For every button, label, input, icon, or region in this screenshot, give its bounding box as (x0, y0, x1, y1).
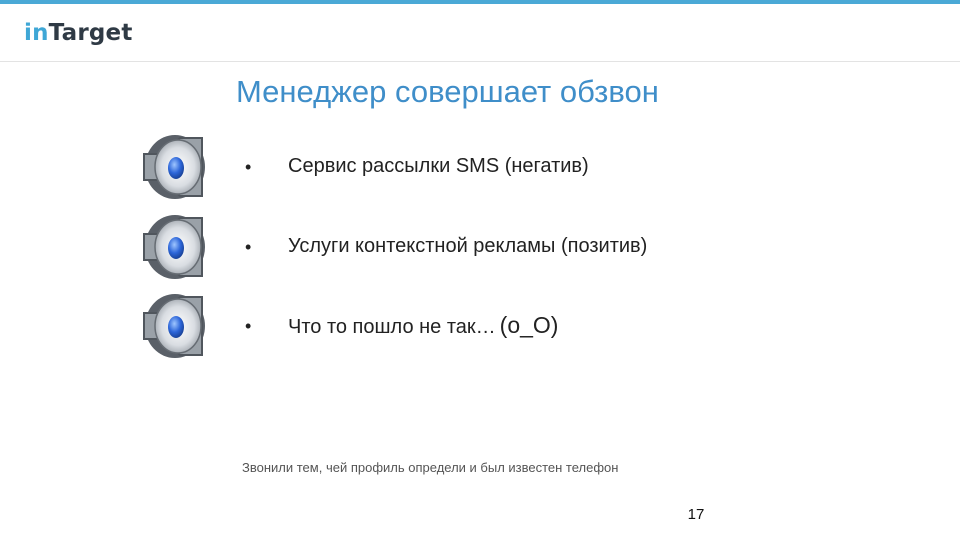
slide-title: Менеджер совершает обзвон (236, 74, 659, 109)
call-item-label (288, 232, 647, 260)
bullet-marker: • (245, 157, 252, 177)
emoticon-suffix: (o_O) (499, 312, 559, 338)
header-divider (0, 61, 960, 62)
call-item-context-ads (140, 210, 840, 284)
bullet-marker: • (245, 316, 252, 336)
intarget-logo (24, 17, 133, 49)
logo-part-in: in (24, 20, 49, 46)
call-item-text: Что то пошло не так… (288, 316, 496, 338)
speaker-audio-icon[interactable] (140, 130, 210, 204)
call-item-label (288, 152, 589, 180)
speaker-audio-icon[interactable] (140, 289, 210, 363)
bullet-marker: • (245, 237, 252, 257)
call-item-sms-service (140, 130, 840, 204)
call-item-label (288, 311, 558, 341)
top-accent-bar (0, 0, 960, 4)
footnote: Звонили тем, чей профиль определи и был известен телефон (242, 460, 619, 475)
speaker-audio-icon[interactable] (140, 210, 210, 284)
page-number: 17 (687, 506, 705, 523)
call-item-text: Сервис рассылки SMS (негатив) (288, 155, 589, 177)
call-item-text: Услуги контекстной рекламы (позитив) (288, 235, 648, 257)
logo-part-target: Target (48, 20, 133, 46)
call-item-something-wrong (140, 289, 840, 363)
